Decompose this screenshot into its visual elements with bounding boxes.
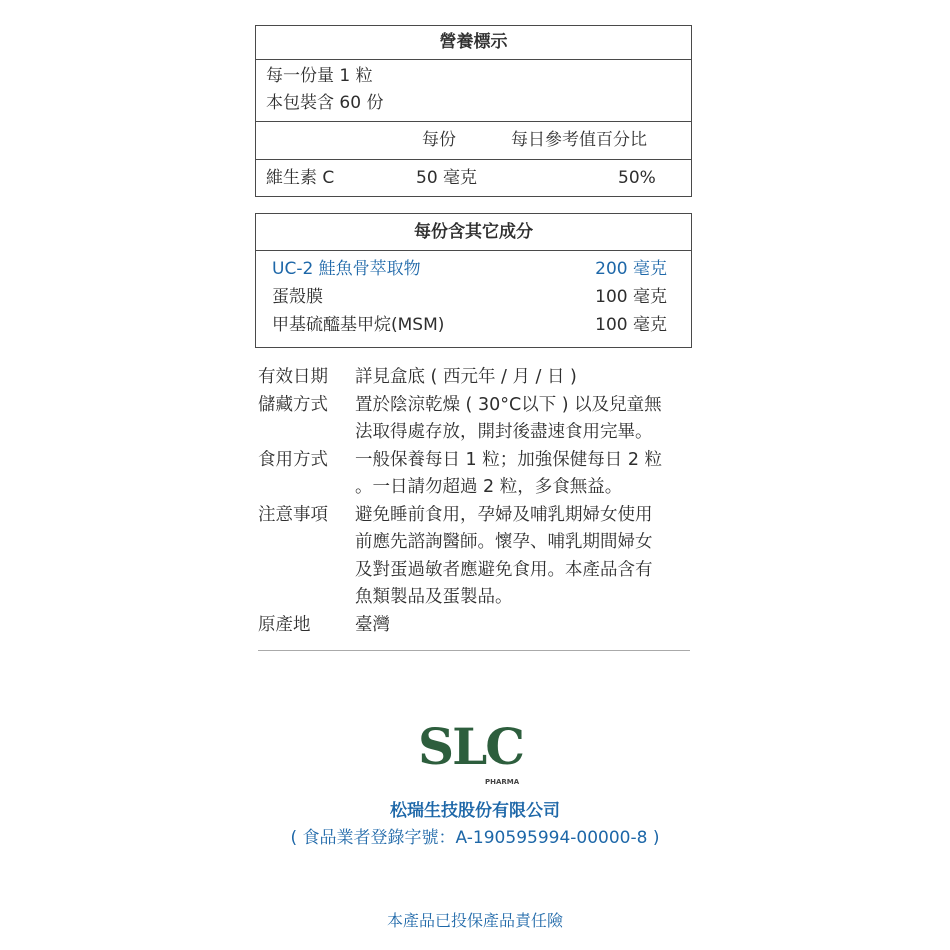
other-ingredients-table	[255, 213, 692, 348]
info-text: 一般保養每日 1 粒；加強保健每日 2 粒	[355, 449, 663, 470]
ingredient-amount: 100 毫克	[595, 315, 667, 335]
col-per-serving: 每份	[422, 130, 456, 150]
nutrient-name: 維生素 C	[266, 168, 335, 188]
product-info	[258, 364, 698, 639]
ingredient-amount: 100 毫克	[595, 287, 667, 307]
ingredient-name: 甲基硫醯基甲烷(MSM)	[272, 315, 445, 335]
info-label: 食用方式	[258, 449, 328, 470]
company-name: 松瑞生技股份有限公司	[390, 801, 560, 821]
nutrient-amount: 50 毫克	[416, 168, 478, 188]
ingredient-amount: 200 毫克	[595, 259, 667, 279]
nutrient-dv: 50%	[618, 168, 656, 188]
info-label: 注意事項	[258, 504, 328, 525]
info-text: 詳見盒底 ( 西元年 / 月 / 日 )	[355, 367, 577, 387]
info-cautions	[258, 502, 698, 612]
col-daily-value: 每日參考值百分比	[511, 130, 647, 150]
nutrition-title: 營養標示	[256, 26, 691, 60]
info-text: 法取得處存放，開封後盡速食用完畢。	[355, 422, 653, 442]
info-text: 魚類製品及蛋製品。	[355, 587, 513, 607]
nutrient-row	[256, 160, 691, 196]
ingredient-name: UC-2 鮭魚骨萃取物	[272, 259, 421, 279]
info-label: 儲藏方式	[258, 394, 328, 415]
info-expiry	[258, 364, 698, 392]
servings-per-pack: 本包裝含 60 份	[266, 93, 384, 113]
info-label: 原產地	[258, 614, 311, 635]
other-title: 每份含其它成分	[256, 214, 691, 251]
serving-size: 每一份量 1 粒	[266, 66, 373, 86]
info-text: 。一日請勿超過 2 粒，多食無益。	[355, 477, 623, 497]
info-origin	[258, 612, 698, 640]
info-text: 避免睡前食用，孕婦及哺乳期婦女使用	[355, 504, 653, 525]
divider	[258, 650, 690, 651]
info-usage	[258, 447, 698, 502]
info-storage	[258, 392, 698, 447]
insurance-notice: 本產品已投保產品責任險	[386, 911, 563, 930]
nutrition-facts-table	[255, 25, 692, 197]
logo-subtitle: PHARMA	[485, 778, 520, 786]
info-label: 有效日期	[258, 367, 328, 387]
info-text: 前應先諮詢醫師。懷孕、哺乳期間婦女	[355, 532, 653, 552]
info-text: 及對蛋過敏者應避免食用。本產品含有	[355, 559, 653, 580]
slc-logo: SLC	[418, 717, 524, 776]
ingredient-name: 蛋殼膜	[272, 287, 323, 307]
info-text: 置於陰涼乾燥 ( 30°C以下 ) 以及兒童無	[355, 394, 662, 415]
info-text: 臺灣	[355, 614, 390, 635]
registration-number: ( 食品業者登錄字號：A-190595994-00000-8 )	[290, 828, 660, 848]
